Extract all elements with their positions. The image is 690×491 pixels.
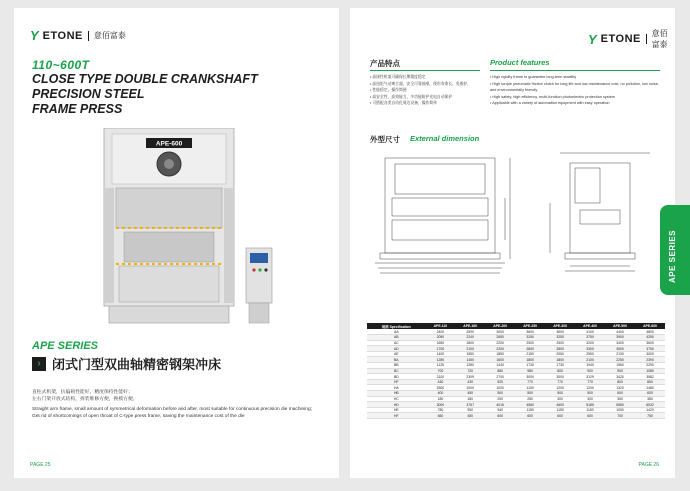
table-cell: 4400 [605, 329, 635, 335]
logo-mark: Y [588, 31, 596, 47]
table-cell: 3300 [575, 346, 605, 352]
table-cell: 5300 [426, 385, 456, 391]
table-cell: 2650 [485, 335, 515, 341]
table-cell: 3500 [605, 346, 635, 352]
table-cell: 3750 [575, 335, 605, 341]
table-cell: 3250 [515, 335, 545, 341]
table-cell: 2290 [635, 363, 665, 369]
table-cell: 1730 [545, 363, 575, 369]
desc-en-2: Get rid of shortcomings of open throat of C-type press frame, saving the maintenance cost of the die [32, 414, 245, 419]
table-cell: 950 [455, 407, 485, 413]
table-cell: BA [367, 357, 426, 363]
table-cell: HB [367, 391, 426, 397]
table-cell: 1700 [426, 346, 456, 352]
table-cell: 2390 [635, 357, 665, 363]
table-cell: 380 [635, 396, 665, 402]
table-cell: 2200 [485, 340, 515, 346]
table-cell: 3000 [515, 374, 545, 380]
table-cell: 770 [575, 379, 605, 385]
table-cell: HE [367, 407, 426, 413]
feature-en-3: • High safety, high efficiency, multi-function photoelectric protection system [490, 94, 665, 101]
table-cell: 2150 [515, 351, 545, 357]
left-page [14, 8, 339, 478]
table-cell: 3420 [605, 374, 635, 380]
table-row [367, 413, 665, 419]
table-cell: HA [367, 385, 426, 391]
features-list-cn [370, 74, 485, 107]
table-cell: 600 [605, 391, 635, 397]
table-cell: 1400 [426, 351, 456, 357]
table-cell: 4250 [635, 335, 665, 341]
table-cell: 4800 [635, 329, 665, 335]
table-header: APE-300 [545, 323, 575, 329]
press-machine-illustration [84, 128, 294, 328]
table-header: APE-250 [515, 323, 545, 329]
table-cell: 600 [515, 413, 545, 419]
feature-en-4: • Applicable with a variety of automation equipment with easy operation [490, 100, 665, 107]
brand-logo [30, 28, 126, 43]
specification-table [367, 323, 665, 419]
table-cell: 3600 [545, 329, 575, 335]
table-cell: 2250 [605, 357, 635, 363]
table-cell: 400 [426, 391, 456, 397]
table-cell: 280 [515, 396, 545, 402]
table-cell: 2240 [455, 335, 485, 341]
table-cell: HF [367, 413, 426, 419]
product-description [32, 389, 332, 423]
feature-en-1: • High rigidity frame to guarantee long-term stability [490, 74, 665, 81]
table-cell: 1280 [426, 357, 456, 363]
table-cell: 1000 [455, 385, 485, 391]
table-cell: 430 [426, 379, 456, 385]
table-cell: 800 [605, 379, 635, 385]
table-cell: BC [367, 368, 426, 374]
desc-cn-1: 直柱式机架，抗偏载性能好，精度保持性能好； [32, 390, 133, 395]
table-cell: 1450 [455, 357, 485, 363]
table-cell: 2100 [575, 357, 605, 363]
table-cell: 3582 [635, 374, 665, 380]
table-cell: 1730 [515, 363, 545, 369]
table-cell: 3750 [635, 346, 665, 352]
table-cell: 780 [426, 407, 456, 413]
table-cell: 180 [455, 396, 485, 402]
table-cell: 6532 [635, 402, 665, 408]
title-line-1: CLOSE TYPE DOUBLE CRANKSHAFT [32, 72, 258, 86]
table-cell: HF [367, 379, 426, 385]
feature-cn-2: • 高扭矩气动离合器，安全可靠低噪，使用寿命长，免维护， [370, 81, 485, 88]
table-header: APE-600 [635, 323, 665, 329]
table-cell: 1150 [515, 407, 545, 413]
table-cell: 500 [515, 391, 545, 397]
table-cell: 700 [426, 368, 456, 374]
table-cell: BB [367, 363, 426, 369]
brand-cn-name: 意佰富泰 [651, 29, 668, 49]
table-cell: 1050 [605, 407, 635, 413]
table-cell: 2500 [515, 340, 545, 346]
features-heading-cn: 产品特点 [370, 59, 400, 68]
features-list-en [490, 74, 665, 107]
table-cell: 700 [605, 413, 635, 419]
table-cell: 750 [635, 413, 665, 419]
dimension-drawing [370, 148, 660, 278]
table-cell: 3600 [635, 340, 665, 346]
tonnage-range: 110~600T [32, 58, 90, 72]
arrow-right-icon: › [32, 357, 46, 371]
table-cell: 940 [485, 407, 515, 413]
series-title: APE SERIES [32, 340, 99, 352]
table-cell: 1200 [545, 385, 575, 391]
brand-name: ETONE [42, 29, 83, 42]
table-cell: 600 [545, 413, 575, 419]
table-header: APE-160 [455, 323, 485, 329]
table-cell: HD [367, 402, 426, 408]
table-cell: 300 [545, 396, 575, 402]
table-cell: 1600 [485, 357, 515, 363]
title-line-2: PRECISION STEEL [32, 87, 145, 101]
table-cell: 2050 [545, 351, 575, 357]
table-cell: 600 [485, 413, 515, 419]
logo-separator [646, 34, 647, 44]
page-number-right: PAGE 26 [638, 462, 659, 468]
table-cell: 300 [575, 396, 605, 402]
desc-cn-2: 左右门架开放式结构，拆装维修方便，换模方便。 [32, 397, 138, 402]
table-cell: 2550 [575, 351, 605, 357]
table-cell: 3200 [575, 340, 605, 346]
table-cell: 430 [455, 379, 485, 385]
table-cell: 2500 [545, 340, 575, 346]
table-cell: 1150 [575, 407, 605, 413]
table-cell: 2100 [426, 374, 456, 380]
table-cell: 2800 [545, 346, 575, 352]
table-cell: 450 [455, 413, 485, 419]
features-rule-en [490, 70, 660, 71]
table-cell: 3000 [426, 402, 456, 408]
table-cell: AE [367, 351, 426, 357]
table-cell: 4600 [545, 402, 575, 408]
page-number-left: PAGE 25 [30, 462, 51, 468]
table-header: APE-110 [426, 323, 456, 329]
features-rule-cn [370, 70, 480, 71]
table-cell: 2309 [455, 374, 485, 380]
title-line-3: FRAME PRESS [32, 102, 123, 116]
table-cell: 2590 [455, 329, 485, 335]
table-cell: AB [367, 335, 426, 341]
table-cell: 3250 [545, 335, 575, 341]
table-cell: 2130 [605, 351, 635, 357]
table-cell: 500 [545, 391, 575, 397]
brand-name: ETONE [600, 33, 641, 45]
table-cell: 850 [635, 379, 665, 385]
table-cell: 3900 [605, 335, 635, 341]
product-title [32, 58, 258, 117]
table-cell: 770 [515, 379, 545, 385]
table-cell: 1150 [545, 407, 575, 413]
table-cell: 3000 [545, 374, 575, 380]
desc-en-1: Straight arm frame, small amount of symmetrical deformation before and after, most suitable for continuous precision die machining; [32, 407, 312, 412]
table-cell: 3000 [485, 329, 515, 335]
table-cell: 1480 [635, 385, 665, 391]
table-cell: 1800 [515, 357, 545, 363]
series-side-tab [660, 205, 690, 295]
dims-heading-en: External dimension [410, 134, 480, 143]
brand-cn-name: 意佰富泰 [93, 31, 126, 40]
table-cell: 600 [635, 391, 665, 397]
table-cell: 1650 [426, 340, 456, 346]
table-cell: 5185 [575, 402, 605, 408]
machine-model-label: APE-600 [155, 140, 183, 148]
table-cell: 1850 [485, 351, 515, 357]
table-cell: 4015 [485, 402, 515, 408]
table-cell: 800 [545, 368, 575, 374]
table-body [367, 329, 665, 419]
table-cell: 1280 [455, 363, 485, 369]
table-cell: 500 [485, 391, 515, 397]
logo-separator [88, 31, 89, 41]
table-cell: 2800 [515, 346, 545, 352]
table-cell: 3600 [515, 329, 545, 335]
feature-cn-5: • 可搭配各类自动化周边设备，操作简单 [370, 100, 485, 107]
table-cell: 3129 [575, 374, 605, 380]
table-cell: AA [367, 329, 426, 335]
table-cell: 980 [515, 368, 545, 374]
table-cell: 1960 [605, 363, 635, 369]
table-cell: 500 [575, 391, 605, 397]
feature-cn-4: • 高安全性，高效能力，多功能防护光电自动保护 [370, 94, 485, 101]
table-cell: 1200 [575, 385, 605, 391]
feature-en-2: • High torque pneumatic friction clutch for long life and low maintenance cost, no pollution, low noise, and environmentally friendly [490, 81, 665, 94]
table-cell: 520 [485, 379, 515, 385]
feature-cn-1: • 高刚性机架可确保长期精度稳定 [370, 74, 485, 81]
table-cell: 1940 [575, 363, 605, 369]
table-header: APE-500 [605, 323, 635, 329]
table-cell: 2200 [485, 346, 515, 352]
cn-title: 闭式门型双曲轴精密钢架冲床 [52, 357, 222, 372]
table-cell: HC [367, 396, 426, 402]
dims-heading-cn: 外型尺寸 [370, 135, 400, 144]
table-cell: 770 [545, 379, 575, 385]
table-cell: 1800 [455, 340, 485, 346]
table-header: APE-400 [575, 323, 605, 329]
table-cell: 1080 [635, 368, 665, 374]
table-cell: 1420 [635, 407, 665, 413]
table-cell: 1100 [515, 385, 545, 391]
table-header: 规格 Specification [367, 323, 426, 329]
table-cell: 3400 [605, 340, 635, 346]
table-cell: 2400 [426, 329, 456, 335]
table-cell: BD [367, 374, 426, 380]
table-cell: AC [367, 340, 426, 346]
features-heading-en: Product features [490, 58, 550, 67]
right-page [350, 8, 675, 478]
table-cell: 1440 [485, 363, 515, 369]
table-cell: 1125 [426, 363, 456, 369]
table-cell: 1000 [485, 385, 515, 391]
series-tab-label: APE SERIES [668, 229, 677, 283]
table-cell: 3757 [455, 402, 485, 408]
brand-logo-right [588, 28, 675, 50]
table-cell: 880 [485, 368, 515, 374]
table-cell: AD [367, 346, 426, 352]
table-cell: 4560 [515, 402, 545, 408]
table-cell: 180 [426, 396, 456, 402]
feature-cn-3: • 性能稳定，操作简便 [370, 87, 485, 94]
table-cell: 5580 [605, 402, 635, 408]
table-header: APE-200 [485, 323, 515, 329]
table-cell: 1800 [545, 357, 575, 363]
table-cell: 2100 [455, 346, 485, 352]
logo-mark: Y [30, 28, 38, 43]
table-cell: 2050 [426, 335, 456, 341]
table-cell: 4100 [575, 329, 605, 335]
table-cell: 250 [485, 396, 515, 402]
table-cell: 900 [605, 368, 635, 374]
table-cell: 450 [455, 391, 485, 397]
table-cell: 650 [426, 413, 456, 419]
table-cell: 720 [455, 368, 485, 374]
table-cell: 1320 [605, 385, 635, 391]
table-cell: 350 [605, 396, 635, 402]
table-cell: 600 [575, 413, 605, 419]
table-cell: 2700 [485, 374, 515, 380]
table-cell: 3000 [635, 351, 665, 357]
table-cell: 900 [575, 368, 605, 374]
cn-heading [32, 354, 221, 373]
table-cell: 1550 [455, 351, 485, 357]
